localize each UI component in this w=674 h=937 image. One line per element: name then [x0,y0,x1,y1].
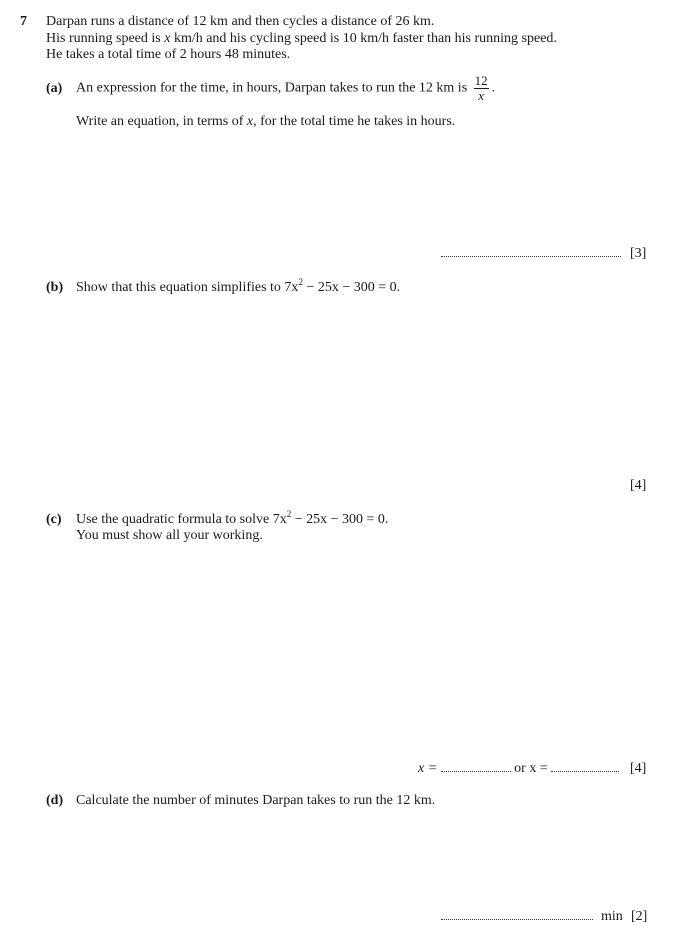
part-a-instruction-var: x [246,114,254,129]
answer-dotted-line[interactable] [441,918,593,920]
part-c-text-main: Use the quadratic formula to solve 7x [76,512,287,527]
part-b-exponent: 2 [298,277,303,287]
answer-dotted-line[interactable] [441,255,621,257]
fraction-numerator: 12 [474,73,488,88]
fraction-12-over-x [474,74,489,103]
part-a-sentence: An expression for the time, in hours, Darpan takes to run the 12 km is [76,80,468,96]
part-b-label: (b) [46,280,64,295]
part-a-text [76,74,495,103]
intro-line-2-b: km/h and his cycling speed is 10 km/h faster than his running speed. [170,31,557,46]
part-b-marks: [4] [630,478,647,493]
part-a-label: (a) [46,81,63,96]
part-c-text-end: − 25x − 300 = 0. [291,512,389,527]
answer-x-prefix: x = [418,761,438,776]
part-c-text [76,509,389,528]
answer-or-label: or x = [514,761,548,776]
intro-line-2 [46,31,557,47]
part-a-answer-line[interactable] [441,246,621,262]
part-a-instruction [76,114,455,130]
part-d-text: Calculate the number of minutes Darpan takes to run the 12 km. [76,793,436,808]
part-a-instruction-b: , for the total time he takes in hours. [253,114,456,129]
part-b-text-main: Show that this equation simplifies to 7x [76,280,299,295]
part-c-answer-line [418,761,619,777]
fraction-denominator: x [478,88,485,103]
part-c-instruction: You must show all your working. [76,528,263,543]
intro-line-2-a: His running speed is [46,31,165,46]
answer-x1-dotted-line[interactable] [441,770,511,772]
part-b-text [76,277,401,296]
part-c-label: (c) [46,512,62,527]
part-d-unit: min [601,909,623,924]
part-a-instruction-a: Write an equation, in terms of [76,114,247,129]
part-a-marks: [3] [630,246,647,261]
part-d-label: (d) [46,793,64,808]
part-c-marks: [4] [630,761,647,776]
answer-x2-dotted-line[interactable] [551,770,619,772]
part-d-answer-line[interactable] [441,909,593,925]
intro-line-1: Darpan runs a distance of 12 km and then cycles a distance of 26 km. [46,14,435,29]
part-a-end: . [491,80,496,96]
part-d-marks: [2] [631,909,648,924]
intro-line-3: He takes a total time of 2 hours 48 minutes. [46,47,291,62]
part-b-text-end: − 25x − 300 = 0. [302,280,401,295]
question-number: 7 [20,14,27,29]
part-c-exponent: 2 [286,509,292,519]
intro-line-2-var: x [164,31,171,46]
